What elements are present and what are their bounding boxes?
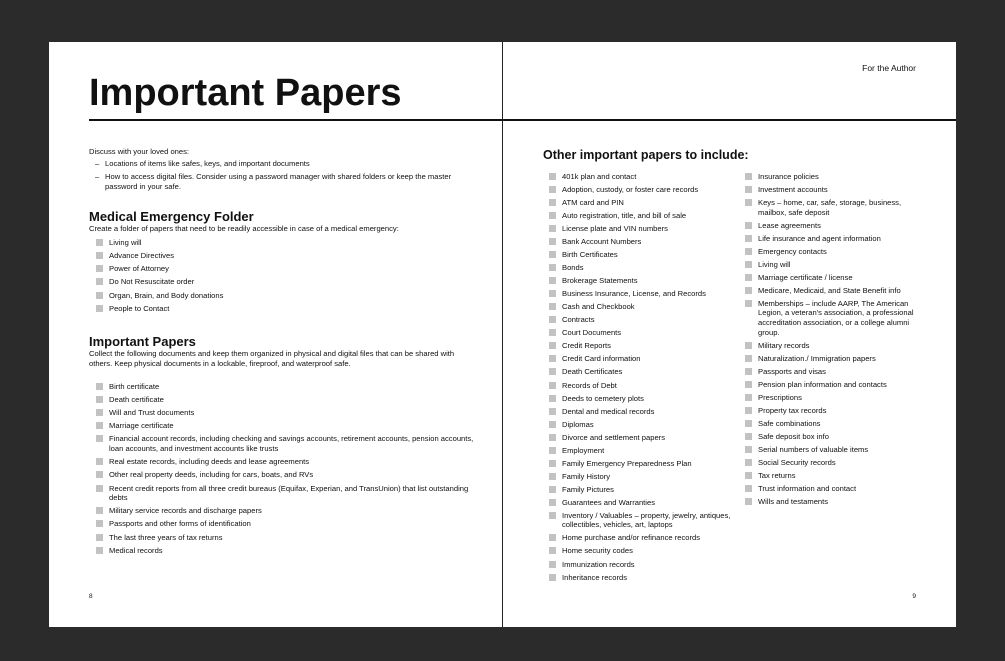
checkbox-icon — [96, 239, 103, 246]
checklist-item — [89, 382, 474, 392]
page-number: 9 — [912, 593, 916, 600]
checklist-item — [739, 458, 914, 468]
checklist-item — [739, 432, 914, 442]
checklist-item-label: Living will — [758, 259, 791, 269]
checkbox-icon — [96, 252, 103, 259]
checkbox-icon — [745, 222, 752, 229]
checkbox-icon — [549, 368, 556, 375]
checkbox-icon — [549, 303, 556, 310]
checklist-item — [739, 299, 914, 337]
checkbox-icon — [96, 305, 103, 312]
checklist-item — [543, 433, 733, 443]
checklist-item-label: Contracts — [562, 315, 595, 325]
right-page — [503, 42, 956, 627]
checkbox-icon — [96, 292, 103, 299]
checkbox-icon — [745, 485, 752, 492]
checklist-item — [543, 354, 733, 364]
checklist-item — [89, 457, 474, 467]
checklist-item — [543, 367, 733, 377]
checkbox-icon — [96, 265, 103, 272]
checklist-item — [89, 484, 474, 503]
checkbox-icon — [745, 287, 752, 294]
checklist-item-label: Deeds to cemetery plots — [562, 393, 644, 403]
checklist-item-label: People to Contact — [109, 303, 170, 313]
checklist-item-label: Diplomas — [562, 419, 594, 429]
checklist-item-label: Inheritance records — [562, 572, 628, 582]
checklist-item — [739, 380, 914, 390]
checklist-item — [89, 238, 469, 248]
checklist-item — [739, 484, 914, 494]
checkbox-icon — [549, 434, 556, 441]
checkbox-icon — [96, 396, 103, 403]
checklist-item-label: Property tax records — [758, 405, 827, 415]
important-papers-section — [89, 335, 474, 559]
checkbox-icon — [745, 261, 752, 268]
checkbox-icon — [745, 186, 752, 193]
page-title: Important Papers — [89, 72, 402, 114]
checklist-item — [739, 354, 914, 364]
checklist-item — [739, 471, 914, 481]
checkbox-icon — [549, 395, 556, 402]
checklist-item — [739, 286, 914, 296]
checklist-item-label: Organ, Brain, and Body donations — [109, 290, 224, 300]
checklist-item — [543, 250, 733, 260]
checkbox-icon — [745, 300, 752, 307]
checkbox-icon — [745, 472, 752, 479]
checklist-item-label: Will and Trust documents — [109, 407, 195, 417]
checklist-item-label: Real estate records, including deeds and lease agreements — [109, 457, 310, 467]
checklist-item-label: Life insurance and agent information — [758, 233, 881, 243]
checklist-item-label: Social Security records — [758, 457, 836, 467]
checklist-item — [89, 395, 474, 405]
checklist-item — [89, 546, 474, 556]
checklist-item — [739, 247, 914, 257]
checklist-item — [739, 172, 914, 182]
checkbox-icon — [549, 534, 556, 541]
intro-block — [89, 147, 479, 195]
checklist-item-label: Trust information and contact — [758, 484, 857, 494]
checkbox-icon — [96, 278, 103, 285]
checklist-item — [543, 407, 733, 417]
checkbox-icon — [549, 199, 556, 206]
checklist-item — [739, 393, 914, 403]
checklist-item — [89, 434, 474, 453]
checkbox-icon — [549, 547, 556, 554]
checkbox-icon — [549, 316, 556, 323]
checklist-item-label: Emergency contacts — [758, 246, 827, 256]
checklist-item-label: Family Emergency Preparedness Plan — [562, 458, 692, 468]
checklist-item — [543, 224, 733, 234]
checklist-item-label: Death Certificates — [562, 367, 623, 377]
checklist-item-label: Family History — [562, 471, 611, 481]
checklist-item — [543, 573, 733, 583]
checkbox-icon — [549, 342, 556, 349]
checklist-item-label: Family Pictures — [562, 484, 614, 494]
checkbox-icon — [96, 507, 103, 514]
checklist-item — [89, 291, 469, 301]
checklist-item — [543, 289, 733, 299]
checklist-item — [543, 263, 733, 273]
other-papers-column-b — [739, 172, 914, 510]
intro-item: – Locations of items like safes, keys, and important documents — [89, 159, 479, 169]
checkbox-icon — [549, 447, 556, 454]
checklist-item — [543, 315, 733, 325]
checkbox-icon — [745, 498, 752, 505]
left-page — [49, 42, 502, 627]
section-heading: Important Papers — [89, 334, 196, 349]
checklist-item — [543, 185, 733, 195]
checklist-item-label: Memberships – include AARP, The American Legion, a veteran's association, a professional accreditation association, or a college alumni group. — [758, 298, 914, 337]
checkbox-icon — [549, 512, 556, 519]
checklist-item-label: Tax returns — [758, 471, 796, 480]
checklist-item-label: Prescriptions — [758, 392, 802, 402]
checklist-item-label: Bonds — [562, 263, 584, 273]
checklist-item-label: Military service records and discharge papers — [109, 506, 262, 516]
checklist-item — [543, 511, 733, 530]
checklist-item-label: Court Documents — [562, 328, 622, 338]
checklist-item-label: Safe deposit box info — [758, 431, 829, 441]
checkbox-icon — [549, 212, 556, 219]
checkbox-icon — [745, 235, 752, 242]
checklist-item-label: Death certificate — [109, 394, 164, 404]
checkbox-icon — [549, 486, 556, 493]
checklist-item-label: Living will — [109, 237, 142, 247]
checklist-item — [739, 221, 914, 231]
page-number: 8 — [89, 593, 93, 600]
checkbox-icon — [745, 199, 752, 206]
checklist-item-label: Wills and testaments — [758, 497, 829, 507]
checkbox-icon — [745, 433, 752, 440]
checklist-item-label: Brokerage Statements — [562, 276, 638, 286]
checklist-item-label: Inventory / Valuables – property, jewelry, antiques, collectibles, vehicles, art, laptops — [562, 510, 731, 530]
checklist-item-label: Do Not Resuscitate order — [109, 277, 195, 287]
book-spread — [49, 42, 956, 627]
checkbox-icon — [96, 471, 103, 478]
other-papers-heading: Other important papers to include: — [543, 148, 749, 162]
checkbox-icon — [549, 561, 556, 568]
checklist-item-label: Business Insurance, License, and Records — [562, 289, 706, 299]
checklist-item — [739, 198, 914, 217]
checkbox-icon — [549, 499, 556, 506]
checkbox-icon — [745, 342, 752, 349]
checkbox-icon — [96, 383, 103, 390]
checkbox-icon — [549, 329, 556, 336]
checklist-item — [543, 302, 733, 312]
checkbox-icon — [549, 421, 556, 428]
checklist-item-label: Immunization records — [562, 559, 635, 569]
checklist-item — [543, 560, 733, 570]
header-note: For the Author — [862, 63, 916, 73]
checklist-item — [739, 497, 914, 507]
checkbox-icon — [549, 473, 556, 480]
checklist-item-label: Marriage certificate / license — [758, 272, 853, 282]
section-description: Collect the following documents and keep them organized in physical and digital files that can be shared with others. Keep physical documents in a lockable, fireproof, and waterproof safe. — [89, 349, 455, 368]
checklist-item — [543, 472, 733, 482]
checkbox-icon — [549, 277, 556, 284]
checklist-item — [543, 381, 733, 391]
papers-checklist — [89, 382, 474, 556]
checklist-item — [739, 234, 914, 244]
checklist-item-label: Birth certificate — [109, 381, 160, 391]
checklist-item-label: Medicare, Medicaid, and State Benefit info — [758, 285, 901, 295]
checklist-item-label: Cash and Checkbook — [562, 302, 635, 312]
checklist-item — [543, 459, 733, 469]
checklist-item — [543, 533, 733, 543]
checklist-item-label: Advance Directives — [109, 250, 174, 260]
title-rule-right — [503, 119, 956, 121]
checklist-item-label: Bank Account Numbers — [562, 237, 642, 247]
checkbox-icon — [549, 173, 556, 180]
checklist-item-label: Serial numbers of valuable items — [758, 444, 869, 454]
checkbox-icon — [745, 381, 752, 388]
checklist-item — [543, 341, 733, 351]
checklist-item-label: Auto registration, title, and bill of sale — [562, 211, 687, 221]
checklist-item — [739, 419, 914, 429]
checklist-item — [543, 420, 733, 430]
checklist-item-label: Passports and other forms of identification — [109, 519, 251, 529]
checkbox-icon — [745, 248, 752, 255]
checklist-item — [89, 264, 469, 274]
checkbox-icon — [549, 460, 556, 467]
checklist-item — [543, 172, 733, 182]
checkbox-icon — [549, 238, 556, 245]
intro-list — [89, 159, 479, 192]
checklist-item-label: Employment — [562, 445, 605, 455]
checkbox-icon — [549, 186, 556, 193]
checklist-item — [89, 251, 469, 261]
checkbox-icon — [96, 547, 103, 554]
checklist-item — [543, 237, 733, 247]
checklist-item — [89, 470, 474, 480]
checklist-item-label: Guarantees and Warranties — [562, 497, 656, 507]
checklist-item-label: Home purchase and/or refinance records — [562, 533, 701, 543]
checkbox-icon — [745, 394, 752, 401]
checklist-item-label: The last three years of tax returns — [109, 532, 223, 542]
checklist-item-label: Pension plan information and contacts — [758, 379, 887, 389]
checkbox-icon — [96, 458, 103, 465]
title-rule-left — [89, 119, 502, 121]
checkbox-icon — [549, 225, 556, 232]
checklist-item — [89, 506, 474, 516]
checklist-item — [739, 273, 914, 283]
section-heading: Medical Emergency Folder — [89, 209, 254, 224]
checklist-item — [739, 367, 914, 377]
checkbox-icon — [96, 520, 103, 527]
checklist-item-label: Other real property deeds, including for cars, boats, and RVs — [109, 470, 314, 480]
checklist-item-label: Investment accounts — [758, 185, 828, 195]
checkbox-icon — [96, 409, 103, 416]
intro-lead: Discuss with your loved ones: — [89, 147, 190, 156]
checklist-item — [89, 408, 474, 418]
checkbox-icon — [549, 264, 556, 271]
checklist-item — [89, 421, 474, 431]
checklist-item-label: Credit Card information — [562, 354, 641, 364]
checklist-item-label: Financial account records, including checking and savings accounts, retirement accounts, pension accounts, loan accounts, and investment accounts like trusts — [109, 434, 474, 453]
checklist-item-label: Lease agreements — [758, 220, 821, 230]
checklist-item-label: Divorce and settlement papers — [562, 432, 665, 442]
checkbox-icon — [96, 485, 103, 492]
medical-checklist — [89, 238, 469, 314]
checklist-item — [543, 211, 733, 221]
checklist-item-label: Passports and visas — [758, 366, 826, 376]
checkbox-icon — [549, 574, 556, 581]
checklist-item — [543, 198, 733, 208]
checklist-item — [739, 185, 914, 195]
checkbox-icon — [745, 459, 752, 466]
checklist-item-label: Dental and medical records — [562, 406, 655, 416]
checkbox-icon — [745, 274, 752, 281]
checklist-item-label: Keys – home, car, safe, storage, business, mailbox, safe deposit — [758, 198, 902, 217]
checklist-item — [739, 341, 914, 351]
checklist-item-label: Insurance policies — [758, 172, 819, 181]
checklist-item — [89, 519, 474, 529]
column-a-checklist — [543, 172, 733, 582]
checklist-item — [739, 260, 914, 270]
checklist-item — [739, 406, 914, 416]
medical-emergency-section — [89, 210, 469, 317]
checklist-item-label: Military records — [758, 340, 810, 350]
checklist-item-label: Records of Debt — [562, 380, 617, 390]
checklist-item-label: Power of Attorney — [109, 264, 169, 274]
checklist-item — [89, 304, 469, 314]
checklist-item-label: Home security codes — [562, 546, 633, 556]
checklist-item-label: 401k plan and contact — [562, 172, 637, 181]
checkbox-icon — [96, 422, 103, 429]
section-description: Create a folder of papers that need to be readily accessible in case of a medical emergency: — [89, 224, 399, 233]
checkbox-icon — [745, 368, 752, 375]
checklist-item-label: Adoption, custody, or foster care records — [562, 185, 699, 195]
checkbox-icon — [96, 534, 103, 541]
checkbox-icon — [549, 290, 556, 297]
checklist-item-label: Recent credit reports from all three credit bureaus (Equifax, Experian, and TransUnion) that list outstanding debts — [109, 483, 469, 503]
checkbox-icon — [96, 435, 103, 442]
checkbox-icon — [549, 355, 556, 362]
checkbox-icon — [549, 382, 556, 389]
checklist-item-label: Marriage certificate — [109, 421, 174, 431]
checkbox-icon — [745, 420, 752, 427]
checklist-item-label: ATM card and PIN — [562, 198, 624, 208]
checkbox-icon — [745, 446, 752, 453]
checklist-item — [543, 485, 733, 495]
checkbox-icon — [745, 407, 752, 414]
checklist-item — [739, 445, 914, 455]
checkbox-icon — [745, 173, 752, 180]
checklist-item — [543, 328, 733, 338]
checklist-item — [543, 546, 733, 556]
checkbox-icon — [549, 251, 556, 258]
checklist-item — [543, 446, 733, 456]
checklist-item-label: Medical records — [109, 545, 163, 555]
other-papers-column-a — [543, 172, 733, 586]
checklist-item — [543, 498, 733, 508]
checkbox-icon — [745, 355, 752, 362]
checklist-item-label: Credit Reports — [562, 341, 611, 351]
checklist-item-label: Naturalization./ Immigration papers — [758, 353, 876, 363]
checklist-item-label: Birth Certificates — [562, 250, 618, 260]
checklist-item-label: License plate and VIN numbers — [562, 224, 668, 234]
checklist-item-label: Safe combinations — [758, 418, 821, 428]
checkbox-icon — [549, 408, 556, 415]
checklist-item — [543, 276, 733, 286]
column-b-checklist — [739, 172, 914, 507]
intro-item: – How to access digital files. Consider using a password manager with shared folders or keep the master password in your safe. — [89, 172, 479, 192]
checklist-item — [543, 394, 733, 404]
checklist-item — [89, 533, 474, 543]
checklist-item — [89, 277, 469, 287]
